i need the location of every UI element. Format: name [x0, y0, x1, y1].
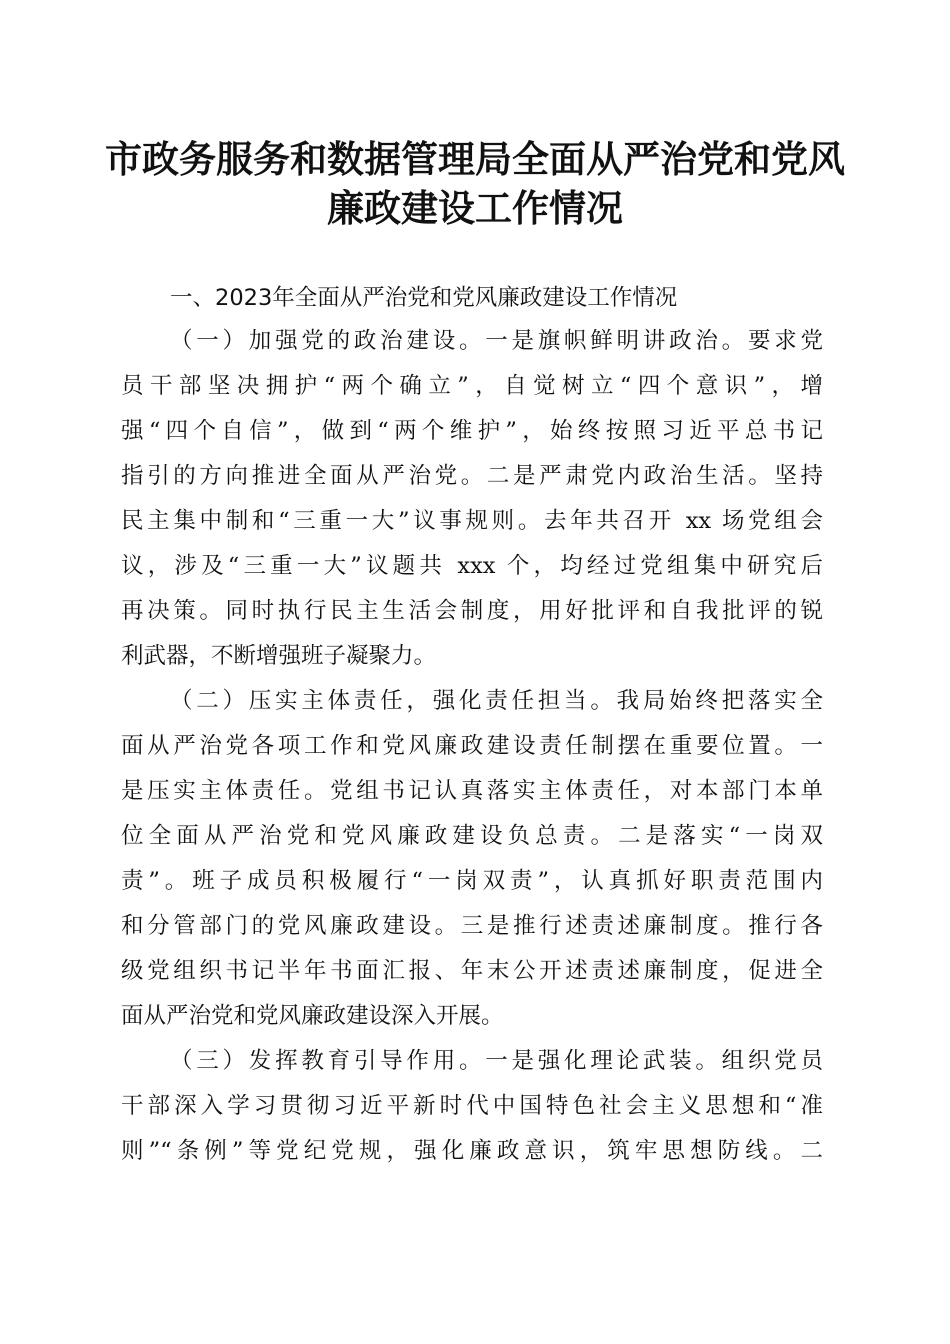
paragraph-3-line: 干部深入学习贯彻习近平新时代中国特色社会主义思想和“准	[121, 1093, 823, 1119]
paragraph-1-line: 议，涉及“三重一大”议题共 xxx 个，均经过党组集中研究后	[121, 553, 823, 579]
paragraph-3-line: 则”“条例”等党纪党规，强化廉政意识，筑牢思想防线。二	[121, 1138, 823, 1164]
paragraph-1-line: （一）加强党的政治建设。一是旗帜鲜明讲政治。要求党	[170, 328, 823, 354]
paragraph-2-line: （二）压实主体责任，强化责任担当。我局始终把落实全	[170, 688, 823, 714]
paragraph-3-line: （三）发挥教育引导作用。一是强化理论武装。组织党员	[170, 1048, 823, 1074]
paragraph-1-line: 再决策。同时执行民主生活会制度，用好批评和自我批评的锐	[121, 598, 823, 624]
paragraph-2-line: 是压实主体责任。党组书记认真落实主体责任，对本部门本单	[121, 778, 823, 804]
paragraph-1-line: 强“四个自信”，做到“两个维护”，始终按照习近平总书记	[121, 418, 823, 444]
document-title-line-2: 廉政建设工作情况	[327, 186, 623, 230]
paragraph-2-line: 位全面从严治党和党风廉政建设负总责。二是落实“一岗双	[121, 823, 823, 849]
paragraph-1-line: 指引的方向推进全面从严治党。二是严肃党内政治生活。坚持	[121, 463, 823, 489]
paragraph-1-line: 民主集中制和“三重一大”议事规则。去年共召开 xx 场党组会	[121, 508, 823, 534]
paragraph-1-line: 利武器，不断增强班子凝聚力。	[121, 643, 437, 669]
paragraph-2-line: 面从严治党和党风廉政建设深入开展。	[121, 1003, 504, 1029]
section-heading: 一、2023年全面从严治党和党风廉政建设工作情况	[170, 285, 678, 311]
paragraph-1-line: 员干部坚决拥护“两个确立”，自觉树立“四个意识”，增	[121, 373, 823, 399]
paragraph-2-line: 责”。班子成员积极履行“一岗双责”，认真抓好职责范围内	[121, 868, 823, 894]
document-title-line-1: 市政务服务和数据管理局全面从严治党和党风	[105, 137, 845, 181]
paragraph-2-line: 面从严治党各项工作和党风廉政建设责任制摆在重要位置。一	[121, 733, 823, 759]
paragraph-2-line: 级党组织书记半年书面汇报、年末公开述责述廉制度，促进全	[121, 958, 823, 984]
paragraph-2-line: 和分管部门的党风廉政建设。三是推行述责述廉制度。推行各	[121, 913, 823, 939]
